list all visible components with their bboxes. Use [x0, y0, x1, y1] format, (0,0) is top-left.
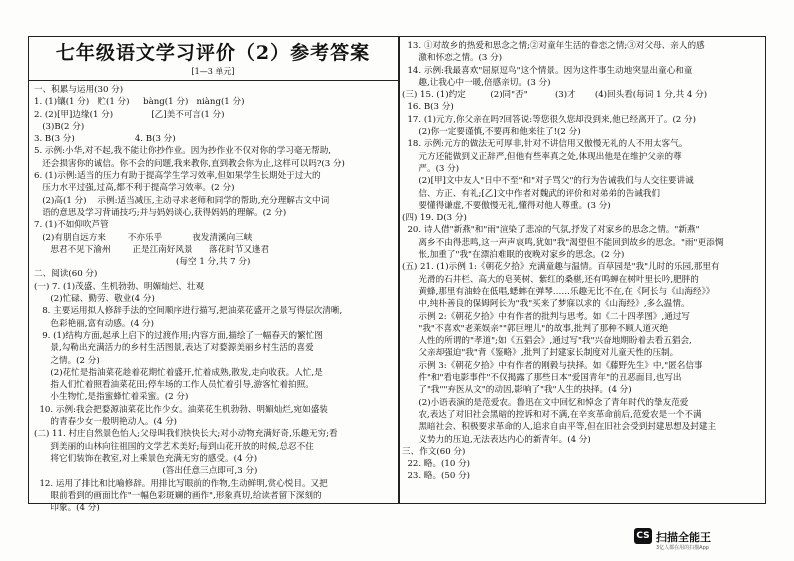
answer-line: 示例 3:《朝花夕拾》中有作者的刚毅与抉择。如《藤野先生》中,"匿名信事 [402, 360, 703, 371]
answer-line: 将它们装饰在教室,对上乘景色充满无穷的感受。(4 分) [34, 453, 258, 464]
answer-line: (2)[甲]文中友人"日中不至"和"对子骂父"的行为告诫我们与人交往要讲诚 [402, 176, 694, 187]
answer-line: 黄蜂,那里有油蛉在低唱,蟋蟀在弹琴……乐趣无比不在,在《阿长与《山海经》》 [402, 286, 715, 297]
answer-line: (一) 7. (1)茂盛、生机勃勃、明媚灿烂、壮观 [34, 281, 205, 292]
answer-line: 黑暗社会、积极要求革命的人,追求自由平等,但在旧社会受到封建思想及封建主 [402, 422, 717, 433]
answer-line: 22. 略。(10 分) [402, 459, 471, 470]
answer-line: 9. (1)结构方面,起承上启下的过渡作用;内容方面,描绘了一幅春天的繁忙图 [34, 330, 323, 341]
answer-line: 10. 示例:我会把婺源油菜花比作少女。油菜花生机勃勃、明媚灿烂,宛如盛装 [34, 404, 328, 415]
answer-line: 23. 略。(50 分) [402, 471, 471, 482]
answer-line: (答出任意三点即可,3 分) [34, 466, 258, 477]
scanner-watermark [634, 526, 784, 556]
answer-line: (每空 1 分,共 7 分) [34, 257, 251, 268]
answer-line: 1. (1)镶(1 分) 贮(1 分) bàng(1 分) niàng(1 分) [34, 97, 245, 108]
answer-line: 7. (1)不如仰吹芦管 [34, 220, 109, 231]
answer-line: 离乡不由得悲鸣,这一声声哀鸣,犹如"我"渴望但不能回到故乡的思念。"雨"更添惆 [402, 237, 724, 248]
answer-line: 3. B(3 分) 4. B(3 分) [34, 134, 176, 145]
answer-line: 8. 主要运用拟人修辞手法的空间顺序进行描写,把油菜花盛开之景写得层次清晰, [34, 306, 343, 317]
answer-line: 怅,加重了"我"在漂泊难眠的夜晚对家乡的思念。(2 分) [402, 250, 625, 261]
answer-line: 17. (1)元方,你父亲在吗?回答说:等您很久您却没到来,他已经离开了。(2 分) [402, 114, 696, 125]
answer-line: (二) 11. 村庄自然景色怡人;父母叫我们快快长大;对小动物充满好奇,乐趣无穷;看 [34, 429, 338, 440]
answer-line: 三、作文(60 分) [402, 446, 466, 457]
answer-line: 13. ①对故乡的热爱和思念之情;②对童年生活的眷恋之情;③对父母、亲人的感 [402, 41, 705, 51]
answer-line: 中,纯朴善良的保姆阿长为"我"买来了梦寐以求的《山海经》,多么温情。 [402, 299, 690, 310]
answer-line: (2)花忙是指油菜花趁着花期忙着盛开,忙着成熟,散发,走向收获。人忙,是 [34, 367, 323, 378]
answer-line: 要懂得谦虚,不要傲慢无礼,懂得对他人尊重。(3 分) [402, 200, 611, 211]
answer-line: 5. 示例:小华,对不起,我不能让你抄作业。因为抄作业不仅对你的学习毫无帮助, [34, 146, 332, 157]
answer-line: 二、阅读(60 分) [34, 269, 98, 280]
page-title: 七年级语文学习评价（2）参考答案 [55, 42, 371, 64]
answer-line: 信、方正、有礼;[乙]文中作者对魏武的评价和对弟弟的告诫我们 [402, 188, 661, 199]
answer-line: 到美丽的山林向往祖国的文学艺术美好;每到山花开放的时候,总忍不住 [34, 441, 314, 452]
left-column [32, 84, 394, 514]
scanner-name: 扫描全能王 [656, 531, 711, 544]
answer-line: 指人们忙着照看油菜花田;停车场的工作人员忙着引导,游客忙着拍照。 [34, 380, 314, 391]
answer-line: 之情。(2 分) [34, 355, 100, 366]
answer-line: 小生物忙,是指蜜蜂忙着采蜜。(2 分) [34, 392, 189, 403]
answer-line: 思君不见下渝州 正是江南好风景 落花时节又逢君 [34, 244, 270, 255]
answer-line: 了"我""弃医从文"的动因,影响了"我"人生的抉择。(4 分) [402, 385, 632, 396]
answer-line: 件"和"看电影事件"不仅揭露了那些日本"爱国青年"的丑恶面目,也写出 [402, 373, 682, 384]
answer-line: 农,表达了对旧社会黑暗的控诉和对不满,在辛亥革命前后,范爱农是一个不满 [402, 409, 702, 420]
answer-line: (2)你一定要谨慎,不要再和他来往了!(2 分) [402, 127, 581, 138]
answer-line: 一、积累与运用(30 分) [34, 85, 124, 95]
right-column [402, 40, 762, 483]
answer-line: 光滑的石井栏、高大的皂荚树、紫红的桑椹,还有鸣蝉在树叶里长吟,肥胖的 [402, 274, 699, 285]
answer-line: 趣,让我心中一暖,倍感亲切。(3 分) [402, 77, 551, 88]
answer-line: 激和怀恋之情。(3 分) [402, 53, 503, 64]
answer-line: 示例 2:《朝花夕拾》中有作者的批判与思考。如《二十四孝图》,通过写 [402, 311, 691, 322]
answer-line: 父亲却强迫"我"背《鉴略》,批判了封建家长制度对儿童天性的压制。 [402, 348, 679, 359]
answer-line: 语的意思及学习背诵技巧;并与妈妈谈心,获得妈妈的理解。(2 分) [34, 207, 287, 218]
answer-line: (五) 21. (1)示例 1:《朝花夕拾》充满童趣与温情。百草园是"我"儿时的乐园,那里有 [402, 262, 720, 273]
answer-line: 18. 示例:元方的做法无可厚非,针对不讲信用又傲慢无礼的人不用太客气。 [402, 139, 688, 150]
answer-line: 眼前看到的画面比作"一幅色彩斑斓的画作",形象真切,给读者留下深刻的 [34, 490, 322, 501]
answer-line: (2)有朋自远方来 不亦乐乎 夜发清溪向三峡 [34, 232, 253, 243]
answer-line: 压力水平过强,过高,都不利于提高学习效率。(2 分) [34, 183, 235, 194]
answer-line: (2)忙碌、勤劳、敬业(4 分) [34, 294, 155, 305]
answer-line: 严。(3 分) [402, 163, 460, 174]
answer-line: 20. 诗人借"新燕"和"雨"渲染了悲凉的气氛,抒发了对家乡的思念之情。"新燕" [402, 225, 700, 236]
answer-line: 16. B(3 分) [402, 102, 454, 113]
answer-line: 的青春少女一般明艳动人。(4 分) [34, 417, 178, 428]
answer-line: 元方还能做到义正辞严,但他有些率真之处,体现出他是在维护父亲的尊 [402, 151, 682, 162]
answer-line: (2)小语表演的是范爱农。鲁迅在文中回忆和悼念了青年时代的挚友范爱 [402, 397, 689, 408]
answer-line: 人性的所谓的"孝道";如《五猖会》,通过写"我"兴奋地期盼着去看五猖会, [402, 336, 692, 347]
answer-line: 12. 运用了排比和比喻修辞。用排比写眼前的作物,生动鲜明,赏心悦目。又把 [34, 478, 328, 489]
answer-line: 印象。(4 分) [34, 503, 100, 514]
scanner-logo-icon: CS [634, 528, 652, 544]
answer-line: 2. (2)[甲]边缘(1 分) [乙]美不可言(1 分) [34, 109, 225, 120]
answer-line: 义势力的压迫,无法表达内心的新青年。(4 分) [402, 434, 591, 445]
answer-line: "我"不喜欢"老莱娱亲""郭巨埋儿"的故事,批判了那种不顾人道灭绝 [402, 323, 669, 334]
scanner-tagline: 3亿人都在用的扫描App [656, 545, 709, 551]
answer-line: (3)B(2 分) [34, 121, 85, 132]
answer-line: 色彩艳丽,富有动感。(4 分) [34, 318, 154, 329]
answer-line: 6. (1)示例:适当的压力有助于提高学生学习效率,但如果学生长期处于过大的 [34, 171, 321, 182]
answer-line: (四) 19. D(3 分) [402, 213, 467, 224]
answer-line: (2)高(1 分) 示例:适当减压,主动寻求老师和同学的帮助,充分理解古文中词 [34, 195, 330, 206]
page-subtitle: [1—3 单元] [191, 67, 235, 76]
answer-line: 14. 示例:我最喜欢"屈原逗鸟"这个情景。因为这件事生动地突显出童心和童 [402, 65, 693, 76]
answer-line: (三) 15. (1)约定 (2)同"否" (3)才 (4)回头看(每词 1 分,共 4 分) [402, 90, 708, 101]
answer-line: 还会损害你的诚信。你不会的问题,我来教你,直到教会你为止,这样可以吗?(3 分) [34, 158, 345, 169]
answer-line: 景,勾勒出充满活力的乡村生活图景,表达了对婺源美丽乡村生活的喜爱 [34, 343, 314, 354]
